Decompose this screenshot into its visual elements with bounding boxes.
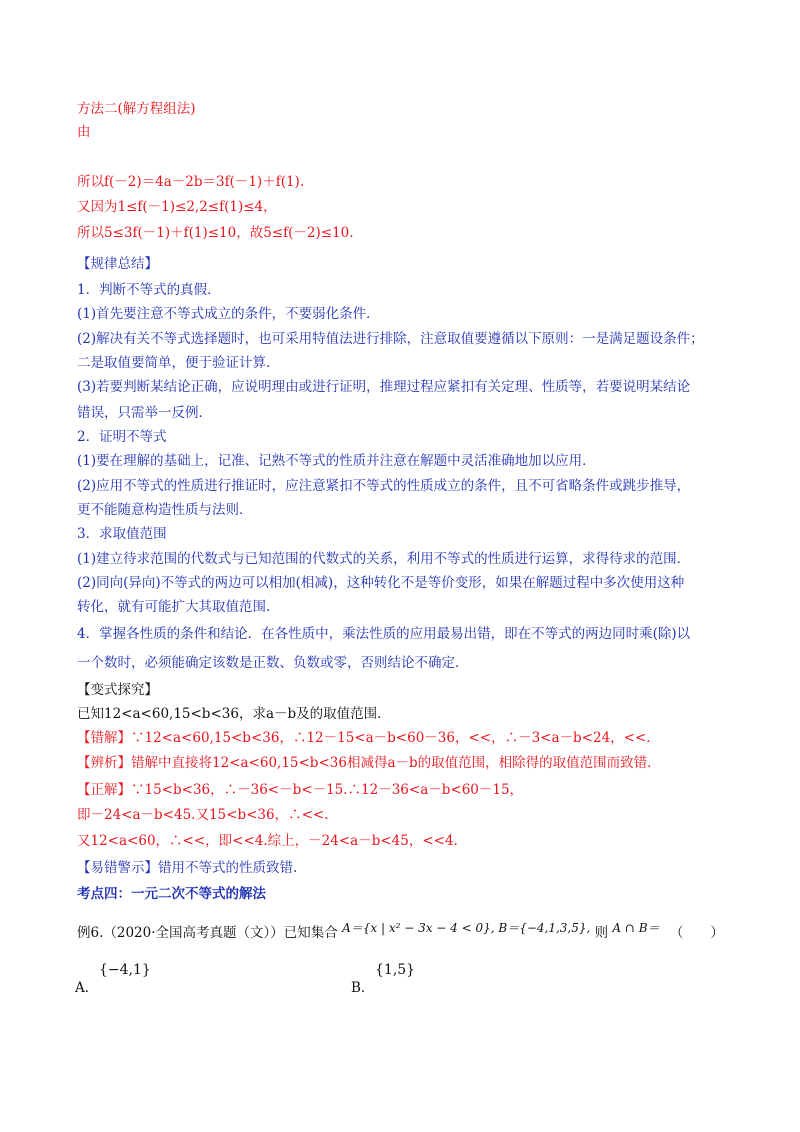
example-prefix: 例6.（2020·全国高考真题（文））已知集合 bbox=[77, 925, 338, 941]
summary-line: 1．判断不等式的真假． bbox=[77, 282, 221, 298]
summary-line: (1)建立待求范围的代数式与已知范围的代数式的关系，利用不等式的性质进行运算，求得待求的范围． bbox=[77, 551, 691, 567]
option-b-value: {1,5} bbox=[375, 962, 416, 978]
example-paren: （ ） bbox=[669, 925, 724, 941]
variant-warning: 【易错警示】错用不等式的性质致错. bbox=[77, 860, 298, 876]
option-b-label: B． bbox=[351, 980, 375, 996]
variant-question: 已知12<a<60,15<b<36，求a－b及的取值范围． bbox=[77, 706, 391, 722]
summary-line: (1)要在理解的基础上，记准、记熟不等式的性质并注意在解题中灵活准确地加以应用． bbox=[77, 453, 596, 469]
method2-line1: 所以f(－2)＝4a－2b＝3f(－1)＋f(1). bbox=[77, 174, 305, 190]
summary-line: 转化，就有可能扩大其取值范围． bbox=[77, 599, 280, 615]
example-line bbox=[77, 921, 724, 941]
summary-line: 错误，只需举一反例． bbox=[77, 405, 212, 421]
summary-line: 2．证明不等式 bbox=[77, 429, 167, 445]
method2-line3: 所以5≤3f(－1)＋f(1)≤10，故5≤f(－2)≤10. bbox=[77, 225, 354, 241]
answer-options bbox=[75, 962, 735, 996]
option-a-label: A． bbox=[75, 980, 99, 996]
summary-line: (2)应用不等式的性质进行推证时，应注意紧扣不等式的性质成立的条件，且不可省略条件或跳步推导， bbox=[77, 478, 691, 494]
summary-line: (2)解决有关不等式选择题时，也可采用特值法进行排除，注意取值要遵循以下原则：一是满足题设条件； bbox=[77, 331, 704, 347]
example-expr: A ∩ B＝ bbox=[612, 921, 660, 935]
example-set-a: A＝{x | x² − 3x − 4 < 0}, B＝{−4,1,3,5}, bbox=[342, 921, 591, 935]
summary-header: 【规律总结】 bbox=[77, 256, 158, 272]
summary-line: 3．求取值范围 bbox=[77, 526, 167, 542]
summary-line: 4．掌握各性质的条件和结论．在各性质中，乘法性质的应用最易出错，即在不等式的两边同时乘(除)以 bbox=[77, 626, 691, 642]
variant-correct-2: 即－24<a－b<45.又15<b<36，∴<<. bbox=[77, 807, 329, 823]
summary-line: 一个数时，必须能确定该数是正数、负数或零，否则结论不确定． bbox=[77, 655, 469, 671]
variant-correct-3: 又12<a<60，∴<<，即<<4.综上，－24<a－b<45，<<4. bbox=[77, 833, 458, 849]
section-title: 考点四：一元二次不等式的解法 bbox=[77, 886, 266, 902]
variant-analysis: 【辨析】错解中直接将12<a<60,15<b<36相减得a－b的取值范围，相除得的取值范围而致错． bbox=[77, 755, 661, 771]
method2-title: 方法二(解方程组法) bbox=[77, 101, 196, 117]
variant-header: 【变式探究】 bbox=[77, 682, 158, 698]
method2-line2: 又因为1≤f(－1)≤2,2≤f(1)≤4， bbox=[77, 199, 277, 215]
summary-line: 二是取值要简单，便于验证计算． bbox=[77, 355, 280, 371]
method2-you: 由 bbox=[77, 124, 91, 140]
summary-line: (1)首先要注意不等式成立的条件，不要弱化条件． bbox=[77, 306, 380, 322]
example-then: 则 bbox=[594, 925, 609, 941]
summary-line: (2)同向(异向)不等式的两边可以相加(相减)，这种转化不是等价变形，如果在解题过程中多次使用这种 bbox=[77, 575, 685, 591]
option-a-value: {−4,1} bbox=[99, 962, 151, 978]
summary-line: 更不能随意构造性质与法则． bbox=[77, 502, 253, 518]
variant-correct-1: 【正解】∵15<b<36，∴－36<－b<－15.∴12－36<a－b<60－15， bbox=[77, 782, 524, 798]
variant-wrong: 【错解】∵12<a<60,15<b<36，∴12－15<a－b<60－36，<<，∴－3<a－b<24，<<. bbox=[77, 730, 651, 746]
summary-line: (3)若要判断某结论正确，应说明理由或进行证明，推理过程应紧扣有关定理、性质等，若要说明某结论 bbox=[77, 379, 691, 395]
